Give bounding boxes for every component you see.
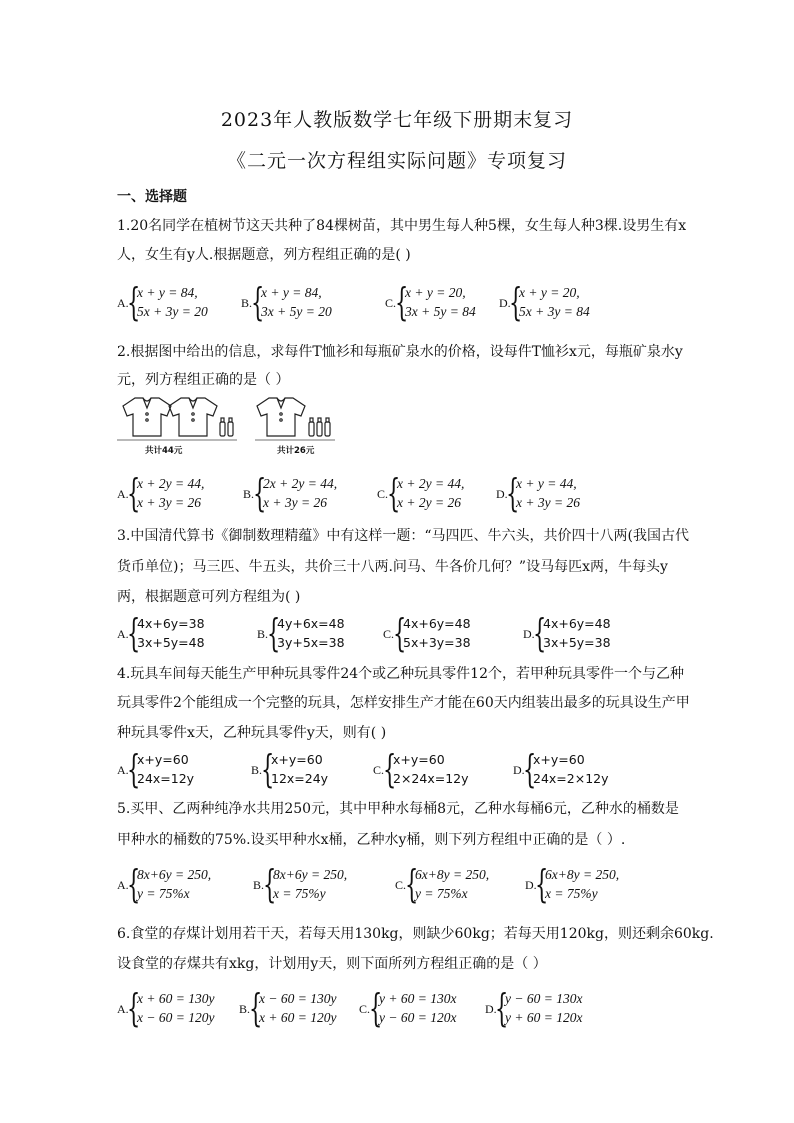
question-3-line-3: 两，根据题意可列方程组为( ) xyxy=(117,589,301,605)
question-1-line-2: 人，女生有y人.根据题意，列方程组正确的是( ) xyxy=(117,247,411,263)
question-4-line-1: 4.玩具车间每天能生产甲种玩具零件24个或乙种玩具零件12个，若甲种玩具零件一个与乙种 xyxy=(117,666,684,682)
question-4-line-3: 种玩具零件x天，乙种玩具零件y天，则有( ) xyxy=(117,725,387,741)
question-3-line-1: 3.中国清代算书《御制数理精蕴》中有这样一题：“马四匹、牛六头，共价四十八两(我国古代 xyxy=(117,528,689,544)
page-title: 2023年人教版数学七年级下册期末复习 xyxy=(220,109,574,131)
question-6-options: A. { x + 60 = 130y x − 60 = 120y B. { x − 60 = 130y x + 60 = 120y C. { y + 60 = 130x y − 60 = 120x D. { y − 60 = 130x y + 60 = 120x xyxy=(117,986,583,1030)
question-6-line-1: 6.食堂的存煤计划用若干天，若每天用130kg，则缺少60kg；若每天用120kg，则还剩余60kg. xyxy=(117,926,714,942)
question-4-line-2: 玩具零件2个能组成一个完整的玩具，怎样安排生产才能在60天内组装出最多的玩具设生产甲 xyxy=(117,695,690,711)
question-2-options: A. { x + 2y = 44, x + 3y = 26 B. { 2x + 2y = 44, x + 3y = 26 C. { x + 2y = 44, x + 2y = 26 D. { x + y = 44, x + 3y = 26 xyxy=(117,471,580,515)
question-3-line-2: 货币单位)；马三匹、牛五头，共价三十八两.问马、牛各价几何？”设马每匹x两，牛每头y xyxy=(117,559,668,575)
question-3-options: A. { 4x+6y=38 3x+5y=48 B. { 4y+6x=48 3y+5x=38 C. { 4x+6y=48 5x+3y=38 D. { 4x+6y=48 3x+5y=38 xyxy=(117,611,611,655)
figure-caption-1: 共计44元 xyxy=(145,446,183,456)
question-1-line-1: 1.20名同学在植树节这天共种了84棵树苗，其中男生每人种5棵，女生每人种3棵.设男生有x xyxy=(117,218,687,234)
question-6-line-2: 设食堂的存煤共有xkg，计划用y天，则下面所列方程组正确的是（ ） xyxy=(117,956,547,972)
question-1-options: A. { x + y = 84, 5x + 3y = 20 B. { x + y = 84, 3x + 5y = 20 C. { x + y = 20, 3x + 5y = 84 D. { x + y = 20, 5x + 3y = 84 xyxy=(117,280,590,324)
question-5-options: A. { 8x+6y = 250, y = 75%x B. { 8x+6y = 250, x = 75%y C. { 6x+8y = 250, y = 75%x D. { 6x+8y = 250, x = 75%y xyxy=(117,862,620,906)
question-5-line-2: 甲种水的桶数的75%.设买甲种水x桶，乙种水y桶，则下列方程组中正确的是（ ）. xyxy=(117,832,626,848)
figure-caption-2: 共计26元 xyxy=(277,446,315,456)
question-2-line-2: 元，列方程组正确的是（ ） xyxy=(117,372,290,388)
question-2-line-1: 2.根据图中给出的信息，求每件T恤衫和每瓶矿泉水的价格，设每件T恤衫x元，每瓶矿泉水y xyxy=(117,344,683,360)
question-5-line-1: 5.买甲、乙两种纯净水共用250元，其中甲种水每桶8元，乙种水每桶6元，乙种水的桶数是 xyxy=(117,801,679,817)
section-heading: 一、选择题 xyxy=(117,189,187,205)
page-subtitle: 《二元一次方程组实际问题》专项复习 xyxy=(226,150,567,172)
question-4-options: A. { x+y=60 24x=12y B. { x+y=60 12x=24y C. { x+y=60 2×24x=12y D. { x+y=60 24x=2×12y xyxy=(117,747,609,791)
tshirt-bottles-illustration xyxy=(117,392,357,450)
tshirt-water-figure xyxy=(117,392,357,460)
